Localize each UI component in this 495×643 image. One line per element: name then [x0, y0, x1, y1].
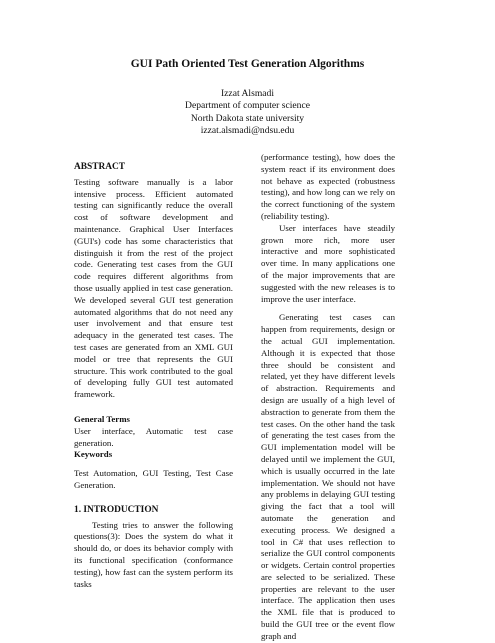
- abstract-text: Testing software manually is a labor intensive process. Efficient automated testing can significantly reduce the overall cost of software development and maintenance. Graphical User Interfaces (GUI's) code has some characteristics that distinguish it from the rest of the project code. Generating test cases from the GUI code requires different algorithms from those usually applied in test case generation. We developed several GUI test generation automated algorithms that do not need any user involvement and that ensure test adequacy in the generated test cases. The test cases are generated from an XML GUI model or tree that represents the GUI structure. This work contributed to the goal of developing fully GUI test automated framework.: [74, 176, 233, 400]
- author-block: [0, 88, 495, 137]
- introduction-paragraph-1: Testing tries to answer the following questions(3): Does the system do what it should do, or does its behavior comply with its functional specification (conformance testing), how fast can the system perform its tasks: [74, 519, 233, 589]
- introduction-paragraph-3: Generating test cases can happen from requirements, design or the actual GUI implementation. Although it is expected that those three should be consistent and related, yet they have different levels of abstraction. Requirements and design are usually of a high level of abstraction to generate from them the test cases. On the other hand the task of generating the test cases from the GUI implementation model will be delayed until we implement the GUI, which is usually occurred in the late implementation. We should not have any problems in delaying GUI testing giving the fact that a tool will automate the generation and executing process. We designed a tool in C# that uses reflection to serialize the GUI control components or widgets. Certain control properties are selected to be serialized. These properties are relevant to the user interface. The application then uses the XML file that is produced to build the GUI tree or the event flow graph and: [261, 312, 395, 641]
- introduction-paragraph-1-continued: (performance testing), how does the system react if its environment does not behave as expected (robustness testing), and how long can we rely on the correct functioning of the system (reliability testing).: [261, 152, 395, 221]
- general-terms-text: User interface, Automatic test case generation.: [74, 425, 233, 448]
- keywords-heading: Keywords: [74, 449, 113, 460]
- author-name: Izzat Alsmadi: [220, 88, 274, 99]
- introduction-paragraph-2: User interfaces have steadily grown more rich, more user interactive and more sophisticated over time. In many applications one of the major improvements that are suggested with the new releases is to improve the user interface.: [261, 222, 395, 304]
- author-email: izzat.alsmadi@ndsu.edu: [200, 124, 295, 136]
- abstract-heading: ABSTRACT: [74, 162, 126, 172]
- keywords-text: Test Automation, GUI Testing, Test Case Generation.: [74, 468, 233, 490]
- author-department: Department of computer science: [185, 100, 310, 112]
- right-column: [261, 152, 395, 643]
- left-column: [74, 162, 233, 590]
- author-university: North Dakota state university: [190, 112, 305, 124]
- paper-title: GUI Path Oriented Test Generation Algorithms: [130, 58, 365, 70]
- general-terms-heading: General Terms: [74, 413, 130, 424]
- introduction-heading: 1. INTRODUCTION: [74, 504, 159, 515]
